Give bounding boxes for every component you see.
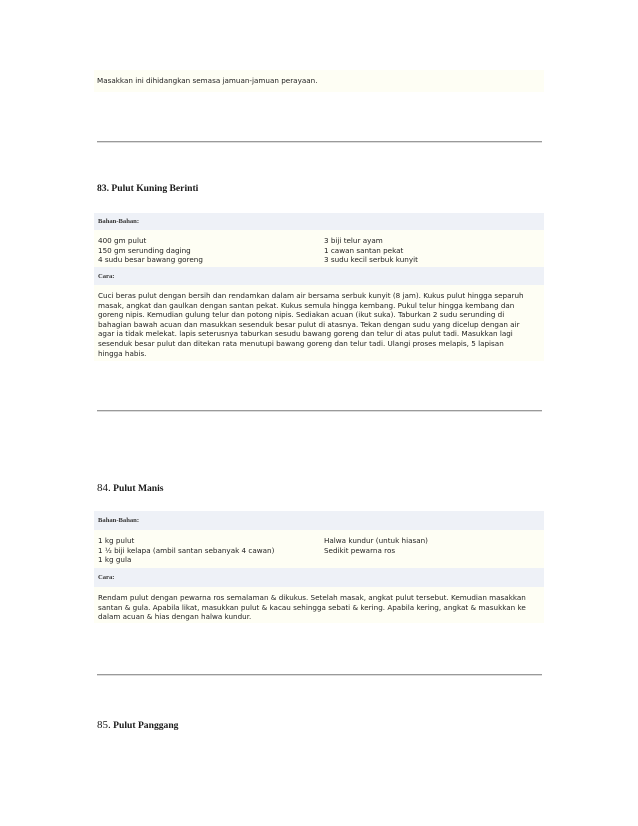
method-header	[94, 568, 544, 587]
method-line: masak, angkat dan gaulkan dengan santan pekat. Kukus semula hingga kembang. Pukul telur hingga kembang dan	[98, 300, 515, 310]
divider	[97, 674, 542, 676]
method-line: santan & gula. Apabila likat, masukkan pulut & kacau sehingga sebati & kering. Apabila kering, angkat & masukkan ke	[98, 602, 526, 612]
divider	[97, 410, 542, 412]
recipe-name: Pulut Manis	[113, 483, 164, 494]
ingredients-table	[94, 530, 544, 568]
recipe-number: 83.	[97, 183, 109, 194]
ingredients-label: Bahan-Bahan:	[98, 218, 140, 225]
method-line: agar ia tidak melekat. lapis seterusnya taburkan sesudu bawang goreng dan telur di atas pulut tadi. Masukkan lagi	[98, 329, 513, 339]
recipe-name: Pulut Panggang	[113, 720, 179, 731]
ingredients-label: Bahan-Bahan:	[98, 517, 140, 524]
ingredient-item: 150 gm serunding daging	[98, 245, 191, 255]
method-line: Rendam pulut dengan pewarna ros semalaman & dikukus. Setelah masak, angkat pulut tersebut. Kemudian masakkan	[98, 593, 526, 602]
method-line: dalam acuan & hias dengan halwa kundur.	[98, 612, 252, 622]
method-label: Cara:	[98, 574, 115, 581]
recipe-number: 85.	[97, 719, 111, 731]
recipe-title	[97, 719, 178, 731]
ingredient-item: 4 sudu besar bawang goreng	[98, 255, 203, 265]
ingredients-table	[94, 230, 544, 267]
ingredients-left-column	[98, 236, 324, 265]
ingredient-item: 1 ½ biji kelapa (ambil santan sebanyak 4 cawan)	[98, 545, 275, 555]
method-header	[94, 267, 544, 285]
intro-paragraph	[94, 70, 544, 92]
method-line: sesenduk besar pulut dan ditekan rata menutupi bawang goreng dan telur tadi. Ulangi proses melapis, 5 lapisan	[98, 338, 504, 348]
recipe-title	[97, 183, 198, 194]
divider	[97, 141, 542, 143]
method-text	[94, 587, 544, 623]
method-text	[94, 285, 544, 361]
ingredients-right-column	[324, 236, 540, 265]
method-line: hingga habis.	[98, 348, 147, 358]
ingredients-header	[94, 213, 544, 230]
ingredients-left-column	[98, 536, 324, 565]
method-line: bahagian bawah acuan dan masukkan sesenduk besar pulut di atasnya. Tekan dengan sudu yang dicelup dengan air	[98, 319, 520, 329]
ingredient-item: 400 gm pulut	[98, 236, 147, 245]
ingredient-item: Sedikit pewarna ros	[324, 545, 396, 555]
recipe-number: 84.	[97, 482, 111, 494]
ingredient-item: 1 cawan santan pekat	[324, 245, 404, 255]
method-label: Cara:	[98, 272, 115, 280]
intro-text: Masakkan ini dihidangkan semasa jamuan-jamuan perayaan.	[97, 76, 318, 85]
ingredient-item: 1 kg gula	[98, 555, 132, 565]
ingredients-right-column	[324, 536, 540, 565]
ingredient-item: Halwa kundur (untuk hiasan)	[324, 536, 428, 545]
ingredient-item: 3 biji telur ayam	[324, 236, 383, 245]
recipe-name: Pulut Kuning Berinti	[111, 183, 199, 194]
ingredients-header	[94, 511, 544, 530]
method-line: goreng nipis. Kemudian gulung telur dan potong nipis. Sediakan acuan (ikut suka). Taburkan 2 sudu serunding di	[98, 310, 505, 320]
ingredient-item: 1 kg pulut	[98, 536, 135, 545]
recipe-title	[97, 482, 164, 494]
ingredient-item: 3 sudu kecil serbuk kunyit	[324, 255, 418, 265]
method-line: Cuci beras pulut dengan bersih dan rendamkan dalam air bersama serbuk kunyit (8 jam). Kukus pulut hingga separuh	[98, 291, 524, 300]
